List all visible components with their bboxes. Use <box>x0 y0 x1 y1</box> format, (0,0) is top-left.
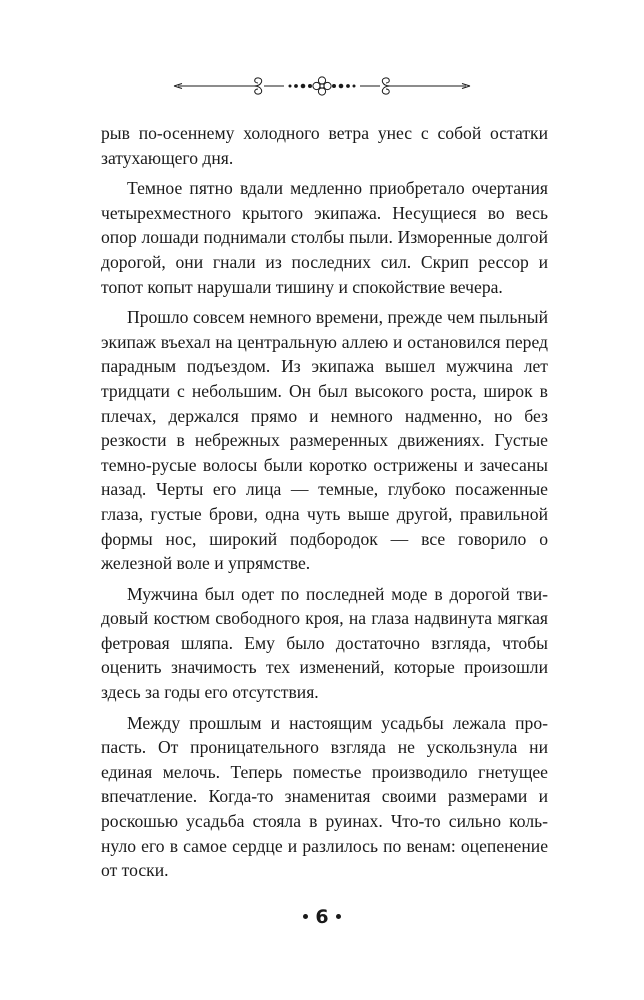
paragraph: рыв по-осеннему холодного ветра унес с собой остатки затухающего дня. <box>101 123 548 168</box>
paragraph: Прошло совсем немного времени, прежде чем пыльный экипаж въехал на центральную аллею и остановился перед парадным подъездом. Из экипажа вышел мужчина лет тридцати с небольшим. Он был высокого роста, широк в плечах, держался прямо и немного надменно, но без резкости в небрежных размеренных движениях. Густые темно-русые волосы были коротко острижены и зачесаны назад. Черты его лица — темные, глубоко посаженные глаза, густые брови, одна чуть выше другой, правильной формы нос, широкий подбородок — все говорило о железной воле и упрямстве. <box>101 307 548 574</box>
bullet-icon <box>336 914 341 919</box>
bullet-icon <box>303 914 308 919</box>
paragraph: Мужчина был одет по последней моде в дорогой твидовый костюм свободного кроя, на глаза надвинута мягкая фетровая шляпа. Ему было достаточно взгляда, чтобы оценить значимость тех изменений, которые произошли здесь за годы его отсутствия. <box>101 583 548 703</box>
page-number <box>0 906 644 928</box>
paragraph: Темное пятно вдали медленно приобретало очертания четырехместного крытого экипажа. Несущиеся во весь опор лошади поднимали столбы пыли. Изморенные долгой дорогой, они гнали из последних сил. Скрип рессор и топот копыт нарушали тишину и спокойствие вечера. <box>101 178 548 297</box>
paragraph: Между прошлым и настоящим усадьбы лежала пропасть. От проницательного взгляда не ускользнула ни единая мелочь. Теперь поместье производило гнетущее впечатление. Когда-то знаменитая своими размерами и роскошью усадьба стояла в руинах. Что-то сильно кольнуло его в самое сердце и разлилось по венам: оцепенение от тоски. <box>101 712 548 881</box>
decorative-divider-icon <box>172 72 472 100</box>
body-text <box>101 121 548 883</box>
page-number-value: 6 <box>315 906 329 928</box>
